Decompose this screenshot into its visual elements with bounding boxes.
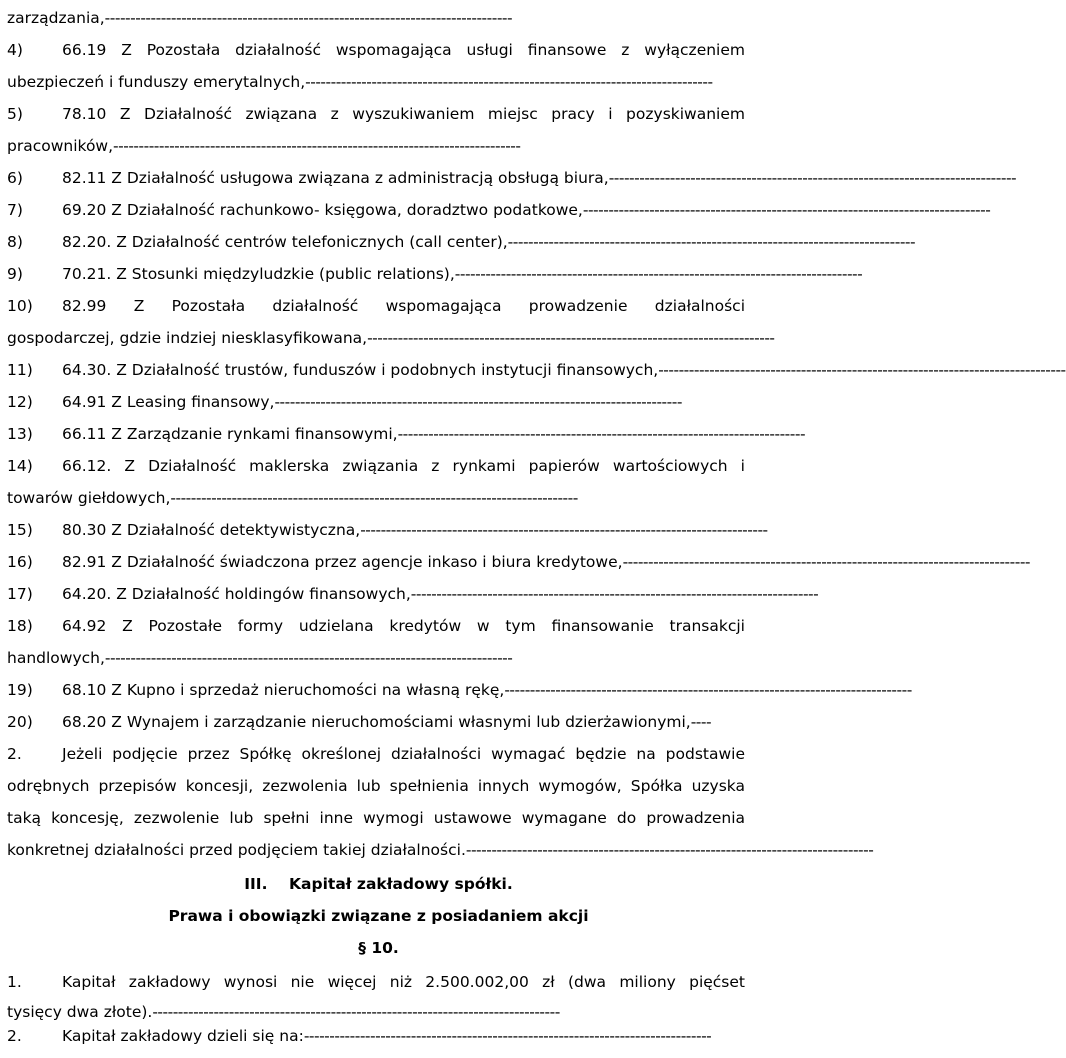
section-heading: III. Kapitał zakładowy spółki. — [244, 875, 513, 893]
text-line: ubezpieczeń i funduszy emerytalnych,-------------------------------------------------------------------------------- — [7, 73, 713, 91]
text-line: gospodarczej, gdzie indziej niesklasyfikowana,-------------------------------------------------------------------------------- — [7, 329, 775, 347]
list-item: 6) 82.11 Z Działalność usługowa związana z administracją obsługą biura,-------------------------------------------------------------------------------- — [7, 169, 1017, 187]
text-line: towarów giełdowych,-------------------------------------------------------------------------------- — [7, 489, 578, 507]
paragraph-line: 1. Kapitał zakładowy wynosi nie więcej niż 2.500.002,00 zł (dwa miliony pięćset — [7, 973, 745, 991]
list-item: 12) 64.91 Z Leasing finansowy,-------------------------------------------------------------------------------- — [7, 393, 682, 411]
paragraph-line: taką koncesję, zezwolenie lub spełni inne wymogi ustawowe wymagane do prowadzenia — [7, 809, 745, 827]
paragraph-line: tysięcy dwa złote).-------------------------------------------------------------------------------- — [7, 1003, 560, 1021]
text-line: handlowych,-------------------------------------------------------------------------------- — [7, 649, 513, 667]
list-item: 10) 82.99 Z Pozostała działalność wspomagająca prowadzenie działalności — [7, 297, 745, 315]
text-line: pracowników,-------------------------------------------------------------------------------- — [7, 137, 521, 155]
list-item: 15) 80.30 Z Działalność detektywistyczna,-------------------------------------------------------------------------------- — [7, 521, 768, 539]
list-item: 9) 70.21. Z Stosunki międzyludzkie (public relations),-------------------------------------------------------------------------------- — [7, 265, 863, 283]
section-subheading: Prawa i obowiązki związane z posiadaniem akcji — [168, 907, 589, 925]
list-item: 4) 66.19 Z Pozostała działalność wspomagająca usługi finansowe z wyłączeniem — [7, 41, 745, 59]
list-item: 19) 68.10 Z Kupno i sprzedaż nieruchomości na własną rękę,-------------------------------------------------------------------------------- — [7, 681, 912, 699]
list-item: 20) 68.20 Z Wynajem i zarządzanie nieruchomościami własnymi lub dzierżawionymi,---- — [7, 713, 712, 731]
list-item: 7) 69.20 Z Działalność rachunkowo- księgowa, doradztwo podatkowe,-------------------------------------------------------------------------------- — [7, 201, 991, 219]
list-item: 18) 64.92 Z Pozostałe formy udzielana kredytów w tym finansowanie transakcji — [7, 617, 745, 635]
list-item: 5) 78.10 Z Działalność związana z wyszukiwaniem miejsc pracy i pozyskiwaniem — [7, 105, 745, 123]
paragraph-line: 2. Jeżeli podjęcie przez Spółkę określonej działalności wymagać będzie na podstawie — [7, 745, 745, 763]
text-line: zarządzania,-------------------------------------------------------------------------------- — [7, 9, 513, 27]
list-item: 8) 82.20. Z Działalność centrów telefonicznych (call center),-------------------------------------------------------------------------------- — [7, 233, 916, 251]
paragraph-line: konkretnej działalności przed podjęciem takiej działalności.-------------------------------------------------------------------------------- — [7, 841, 874, 859]
paragraph-line: 2. Kapitał zakładowy dzieli się na:-------------------------------------------------------------------------------- — [7, 1027, 712, 1045]
list-item: 14) 66.12. Z Działalność maklerska związania z rynkami papierów wartościowych i — [7, 457, 745, 475]
list-item: 16) 82.91 Z Działalność świadczona przez agencje inkaso i biura kredytowe,-------------------------------------------------------------------------------- — [7, 553, 1031, 571]
list-item: 17) 64.20. Z Działalność holdingów finansowych,-------------------------------------------------------------------------------- — [7, 585, 819, 603]
paragraph-line: odrębnych przepisów koncesji, zezwolenia lub spełnienia innych wymogów, Spółka uzyska — [7, 777, 745, 795]
paragraph-number: § 10. — [358, 939, 399, 957]
list-item: 11) 64.30. Z Działalność trustów, funduszów i podobnych instytucji finansowych,-------------------------------------------------------------------------------- — [7, 361, 1066, 379]
list-item: 13) 66.11 Z Zarządzanie rynkami finansowymi,-------------------------------------------------------------------------------- — [7, 425, 806, 443]
